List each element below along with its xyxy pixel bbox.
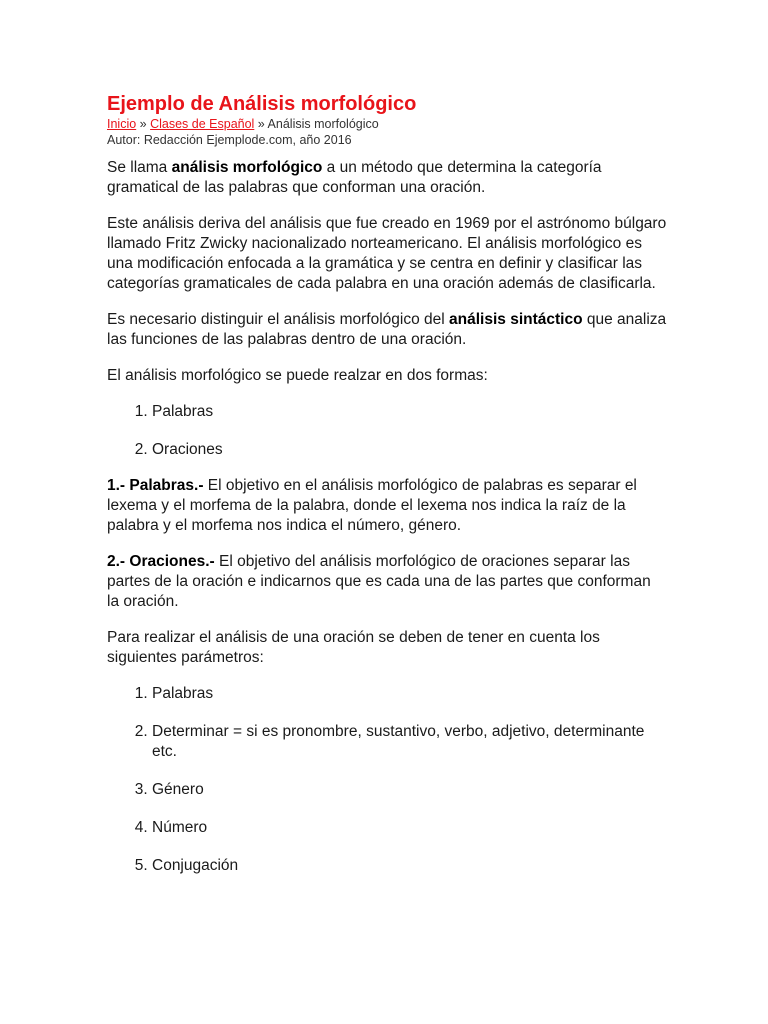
text: que analiza las funciones de las palabras dentro de una oración. [107, 311, 667, 348]
list-item: 3. Género [152, 780, 667, 800]
list-item: 2. Oraciones [152, 440, 667, 460]
text: El objetivo en el análisis morfológico de palabras es separar el lexema y el morfema de la palabra, donde el lexema nos indica la raíz de la palabra y el morfema nos indica el número, género. [107, 477, 637, 534]
breadcrumb-separator: » [254, 117, 268, 131]
text: Se llama [107, 159, 172, 176]
paragraph-intro [107, 158, 667, 198]
bold-term: 2.- Oraciones.- [107, 553, 215, 570]
breadcrumb-category-link[interactable]: Clases de Español [150, 117, 255, 131]
bold-term: 1.- Palabras.- [107, 477, 204, 494]
paragraph-distinction [107, 310, 667, 350]
bold-term: análisis morfológico [171, 159, 323, 176]
paragraph-palabras [107, 476, 667, 536]
paragraph-oraciones [107, 552, 667, 612]
breadcrumb [107, 116, 667, 132]
breadcrumb-home-link[interactable]: Inicio [107, 117, 137, 131]
page-title: Ejemplo de Análisis morfológico [107, 93, 417, 115]
list-item: 2. Determinar = si es pronombre, sustantivo, verbo, adjetivo, determinante etc. [152, 722, 667, 762]
breadcrumb-current: Análisis morfológico [267, 117, 379, 131]
text: El objetivo del análisis morfológico de oraciones separar las partes de la oración e indicarnos que es cada una de las partes que conforman la oración. [107, 553, 651, 610]
paragraph-forms: El análisis morfológico se puede realzar en dos formas: [107, 367, 488, 384]
bold-term: análisis sintáctico [449, 311, 583, 328]
paragraph-origin: Este análisis deriva del análisis que fue creado en 1969 por el astrónomo búlgaro llamado Fritz Zwicky nacionalizado norteamericano. El análisis morfológico es una modificación enfocada a la gramática y se centra en definir y clasificar las categorías gramaticales de cada palabra en una oración además de clasificarla. [107, 215, 667, 292]
breadcrumb-separator: » [136, 117, 151, 131]
list-item: 5. Conjugación [152, 856, 667, 876]
author-line: Autor: Redacción Ejemplode.com, año 2016 [107, 133, 352, 147]
text: a un método que determina la categoría gramatical de las palabras que conforman una oración. [107, 159, 602, 196]
forms-list [107, 402, 667, 460]
list-item: 1. Palabras [152, 402, 667, 422]
list-item: 1. Palabras [152, 684, 667, 704]
article [107, 92, 667, 892]
list-item: 4. Número [152, 818, 667, 838]
parameters-list [107, 684, 667, 876]
paragraph-parameters: Para realizar el análisis de una oración se deben de tener en cuenta los siguientes parámetros: [107, 629, 600, 666]
text: Es necesario distinguir el análisis morfológico del [107, 311, 450, 328]
